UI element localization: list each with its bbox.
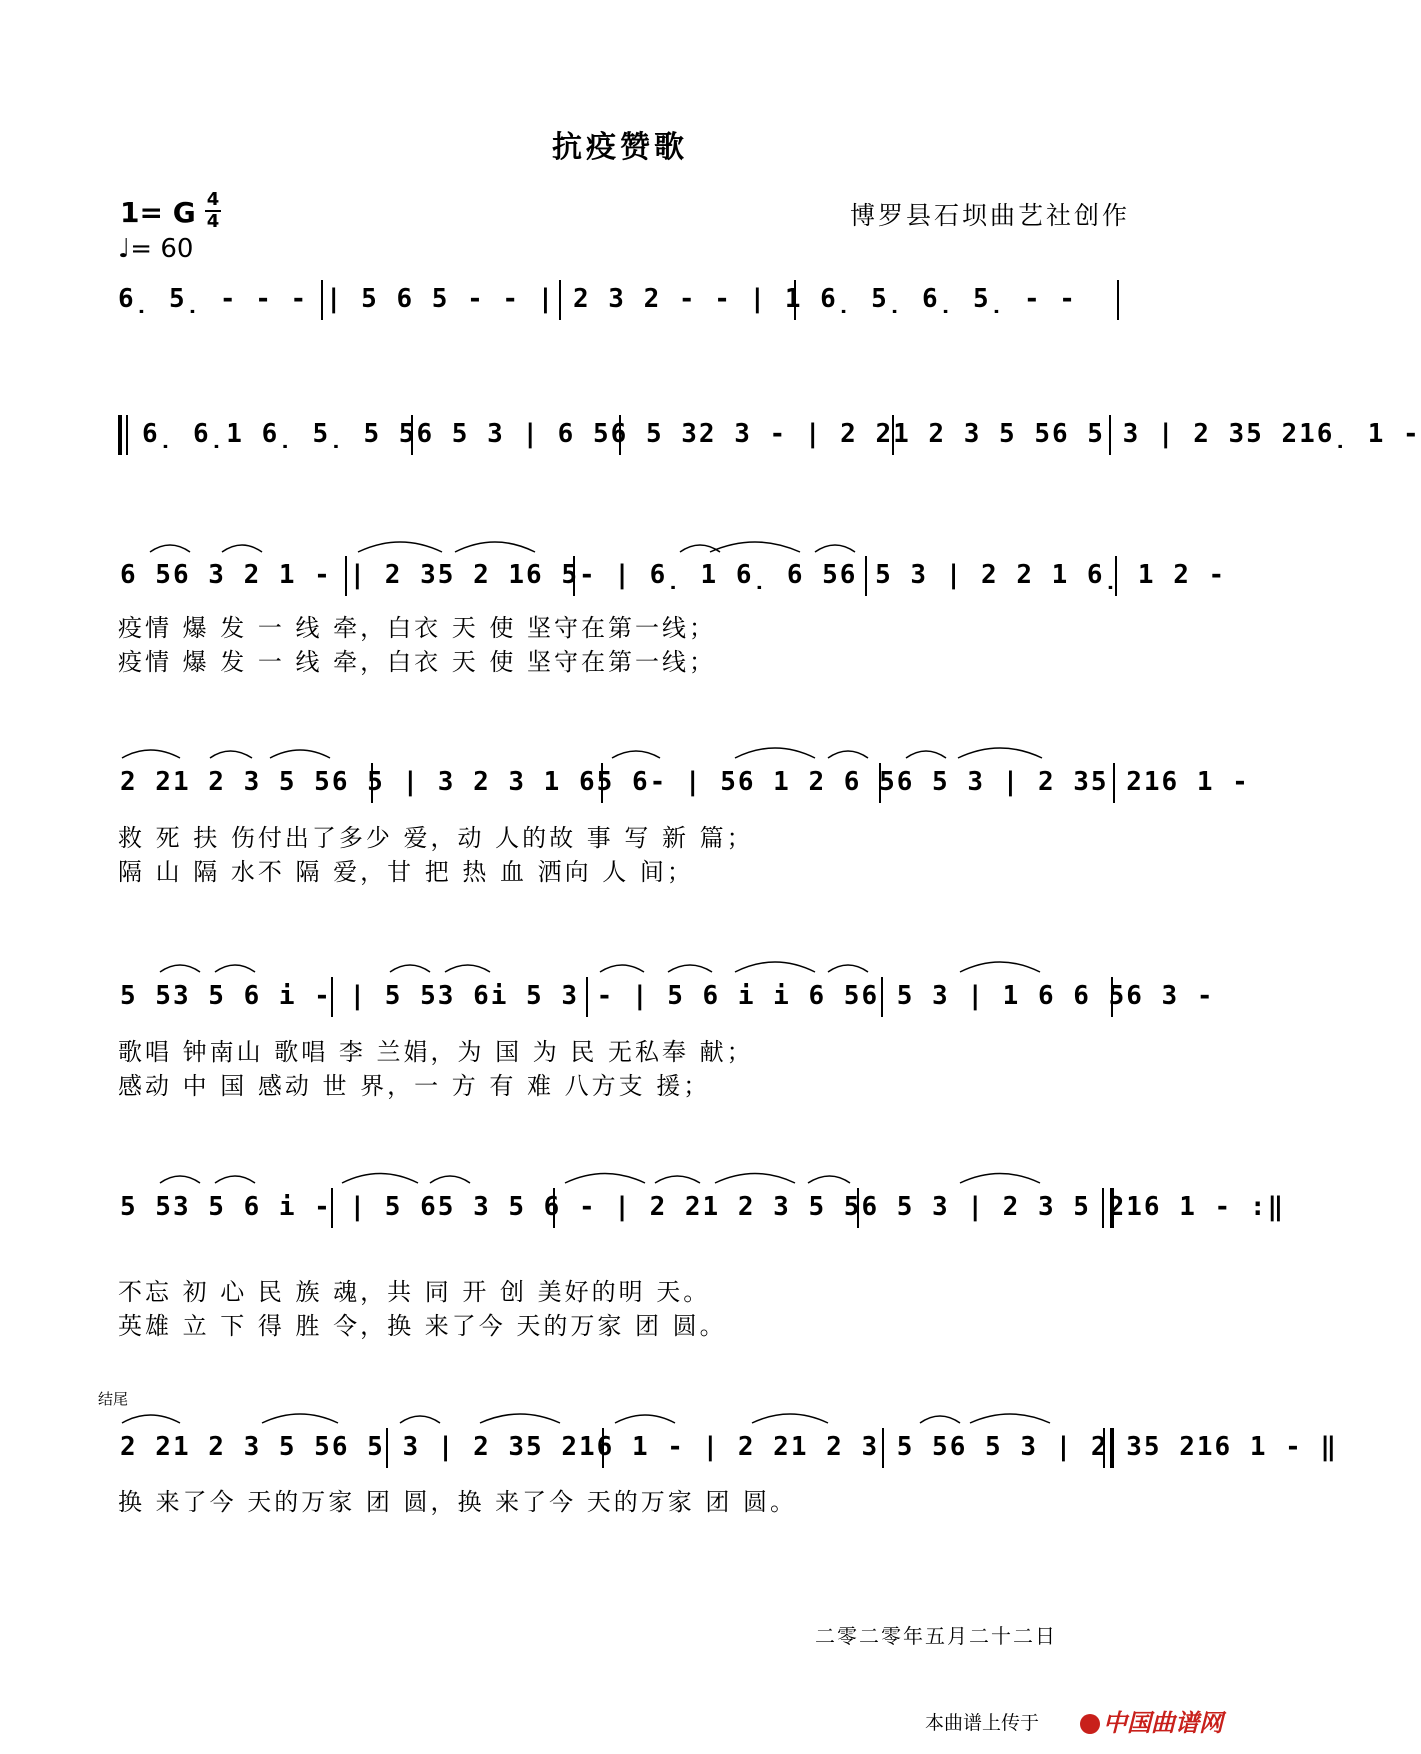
lyrics-4-verse-1: 救 死 扶 伤付出了多少 爱，动 人的故 事 写 新 篇；	[118, 824, 754, 852]
time-signature-top: 4	[206, 189, 220, 210]
tempo-marking: ♩= 60	[118, 234, 194, 264]
composition-date: 二零二零年五月二十二日	[815, 1624, 1057, 1648]
coda-label: 结尾	[98, 1390, 129, 1408]
lyrics-5-verse-2: 感动 中 国 感动 世 界，一 方 有 难 八方支 援；	[118, 1072, 711, 1100]
lyrics-6-verse-1: 不忘 初 心 民 族 魂，共 同 开 创 美好的明 天。	[118, 1278, 711, 1306]
lyrics-3-verse-2: 疫情 爆 发 一 线 牵，白衣 天 使 坚守在第一线；	[118, 648, 717, 676]
time-signature-bottom: 4	[206, 211, 220, 232]
lyrics-7: 换 来了今 天的万家 团 圆，换 来了今 天的万家 团 圆。	[118, 1488, 798, 1516]
logo-icon	[1080, 1714, 1100, 1734]
logo-text: 中国曲谱网	[1103, 1709, 1223, 1737]
key-signature: 1= G	[120, 196, 196, 229]
lyrics-4-verse-2: 隔 山 隔 水不 隔 爱，甘 把 热 血 洒向 人 间；	[118, 858, 694, 886]
score-line-2: 6̣ 6̣1 6̣ 5̣ 5 56 5 3 | 6 56 5 32 3 - | 2 21 2 3 5 56 5 3 | 2 35 216̣ 1 -	[142, 419, 1421, 449]
score-line-6: 5 53 5 6 i - | 5 65 3 5 6 - | 2 21 2 3 5 56 5 3 | 2 3 5 216 1 - :‖	[120, 1192, 1286, 1222]
score-line-5: 5 53 5 6 i - | 5 53 6i 5 3 - | 5 6 i i 6 56 5 3 | 1 6 6 56 3 -	[120, 981, 1215, 1011]
intro-notes	[118, 284, 1077, 314]
score-line-4: 2 21 2 3 5 56 5 | 3 2 3 1 65 6- | 56 1 2 6 56 5 3 | 2 35 216 1 -	[120, 767, 1250, 797]
site-logo	[1080, 1703, 1223, 1738]
lyrics-6-verse-2: 英雄 立 下 得 胜 令，换 来了今 天的万家 团 圆。	[118, 1312, 727, 1340]
lyrics-5-verse-1: 歌唱 钟南山 歌唱 李 兰娟，为 国 为 民 无私奉 献；	[118, 1038, 754, 1066]
intro-notes-text: 6̣ 5̣ - - - | 5 6 5 - - | 2 3 2 - - | 1 6̣ 5̣ 6̣ 5̣ - -	[118, 284, 1077, 314]
lyrics-3-verse-1: 疫情 爆 发 一 线 牵，白衣 天 使 坚守在第一线；	[118, 614, 717, 642]
score-line-3: 6 56 3 2 1 - | 2 35 2 16 5- | 6̣ 1 6̣ 6 56 5 3 | 2 2 1 6̣ 1 2 -	[120, 560, 1227, 590]
song-title: 抗疫赞歌	[552, 130, 688, 165]
composer-credit: 博罗县石坝曲艺社创作	[849, 201, 1130, 230]
score-line-7: 2 21 2 3 5 56 5 3 | 2 35 216 1 - | 2 21 2 3 5 56 5 3 | 2 35 216 1 - ‖	[120, 1432, 1339, 1462]
footer-text: 本曲谱上传于	[925, 1712, 1040, 1734]
